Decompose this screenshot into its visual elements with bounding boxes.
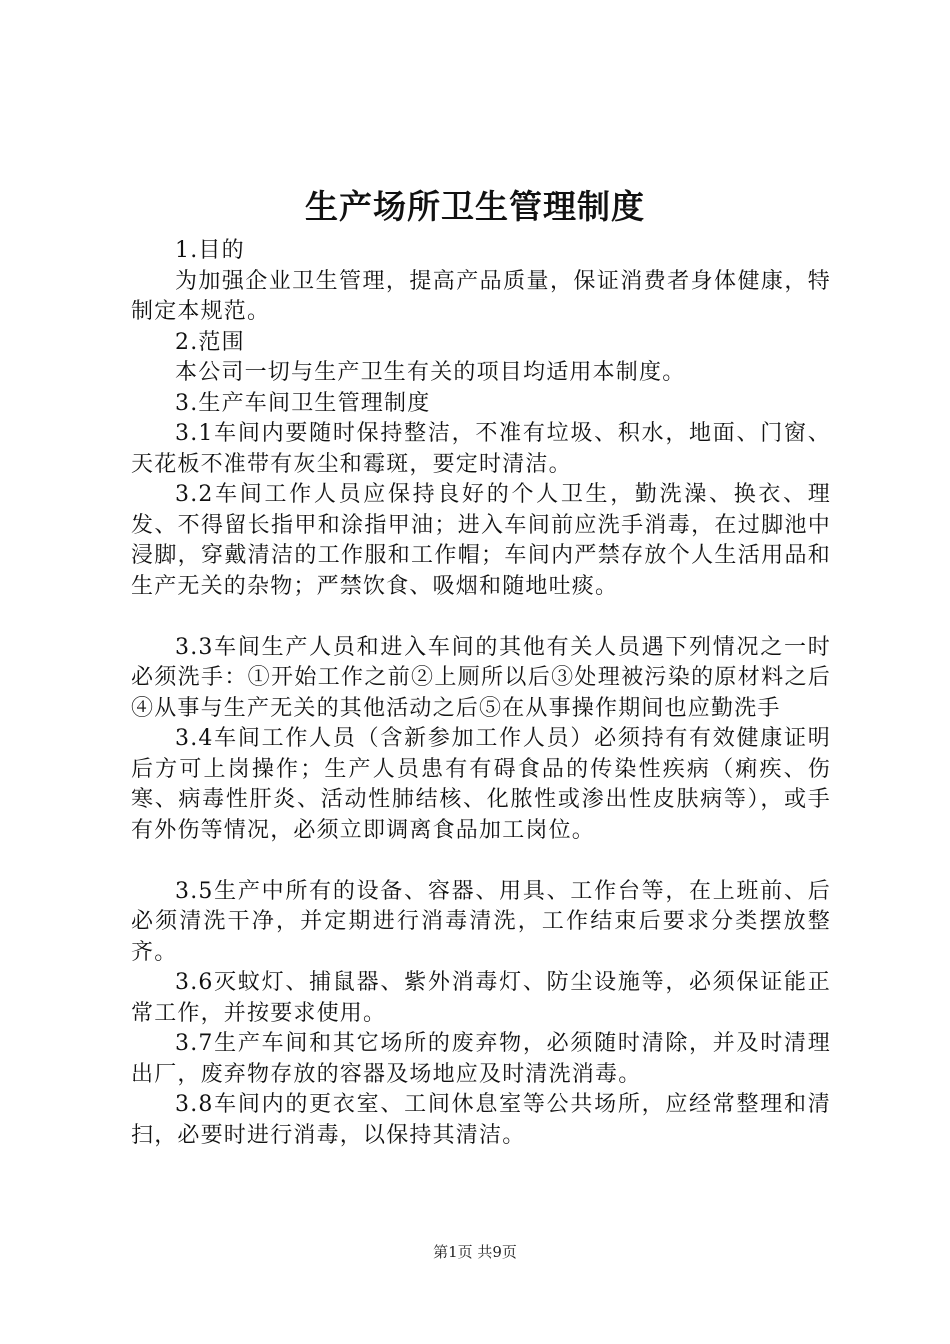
document-title: 生产场所卫生管理制度 [305,187,645,226]
clause-3-5: 3.5生产中所有的设备、容器、用具、工作台等，在上班前、后必须清洗干净，并定期进行消毒清洗，工作结束后要求分类摆放整齐。 [131,878,831,965]
page-number-footer: 第1页 共9页 [433,1243,517,1261]
clause-3-8: 3.8车间内的更衣室、工间休息室等公共场所，应经常整理和清扫，必要时进行消毒，以保持其清洁。 [131,1092,831,1148]
clause-3-3: 3.3车间生产人员和进入车间的其他有关人员遇下列情况之一时必须洗手：①开始工作之前②上厕所以后③处理被污染的原材料之后④从事与生产无关的其他活动之后⑤在从事操作期间也应勤洗手 [131,634,831,721]
paragraph-purpose: 为加强企业卫生管理，提高产品质量，保证消费者身体健康，特制定本规范。 [131,268,831,324]
document-body [131,236,831,1151]
section-heading-workshop-hygiene: 3.生产车间卫生管理制度 [175,390,431,416]
clause-3-6: 3.6灭蚊灯、捕鼠器、紫外消毒灯、防尘设施等，必须保证能正常工作，并按要求使用。 [131,970,831,1026]
clause-3-2: 3.2车间工作人员应保持良好的个人卫生，勤洗澡、换衣、理发、不得留长指甲和涂指甲油；进入车间前应洗手消毒，在过脚池中浸脚，穿戴清洁的工作服和工作帽；车间内严禁存放个人生活用品和生产无关的杂物；严禁饮食、吸烟和随地吐痰。 [131,482,831,599]
section-heading-purpose: 1.目的 [175,238,245,263]
clause-3-1: 3.1车间内要随时保持整洁，不准有垃圾、积水，地面、门窗、天花板不准带有灰尘和霉斑，要定时清洁。 [131,421,831,477]
paragraph-scope: 本公司一切与生产卫生有关的项目均适用本制度。 [175,360,686,385]
clause-3-7: 3.7生产车间和其它场所的废弃物，必须随时清除，并及时清理出厂，废弃物存放的容器及场地应及时清洗消毒。 [131,1031,831,1087]
clause-3-4: 3.4车间工作人员（含新参加工作人员）必须持有有效健康证明后方可上岗操作；生产人员患有有碍食品的传染性疾病（痢疾、伤寒、病毒性肝炎、活动性肺结核、化脓性或渗出性皮肤病等），或手有外伤等情况，必须立即调离食品加工岗位。 [131,726,831,843]
section-heading-scope: 2.范围 [175,329,245,355]
